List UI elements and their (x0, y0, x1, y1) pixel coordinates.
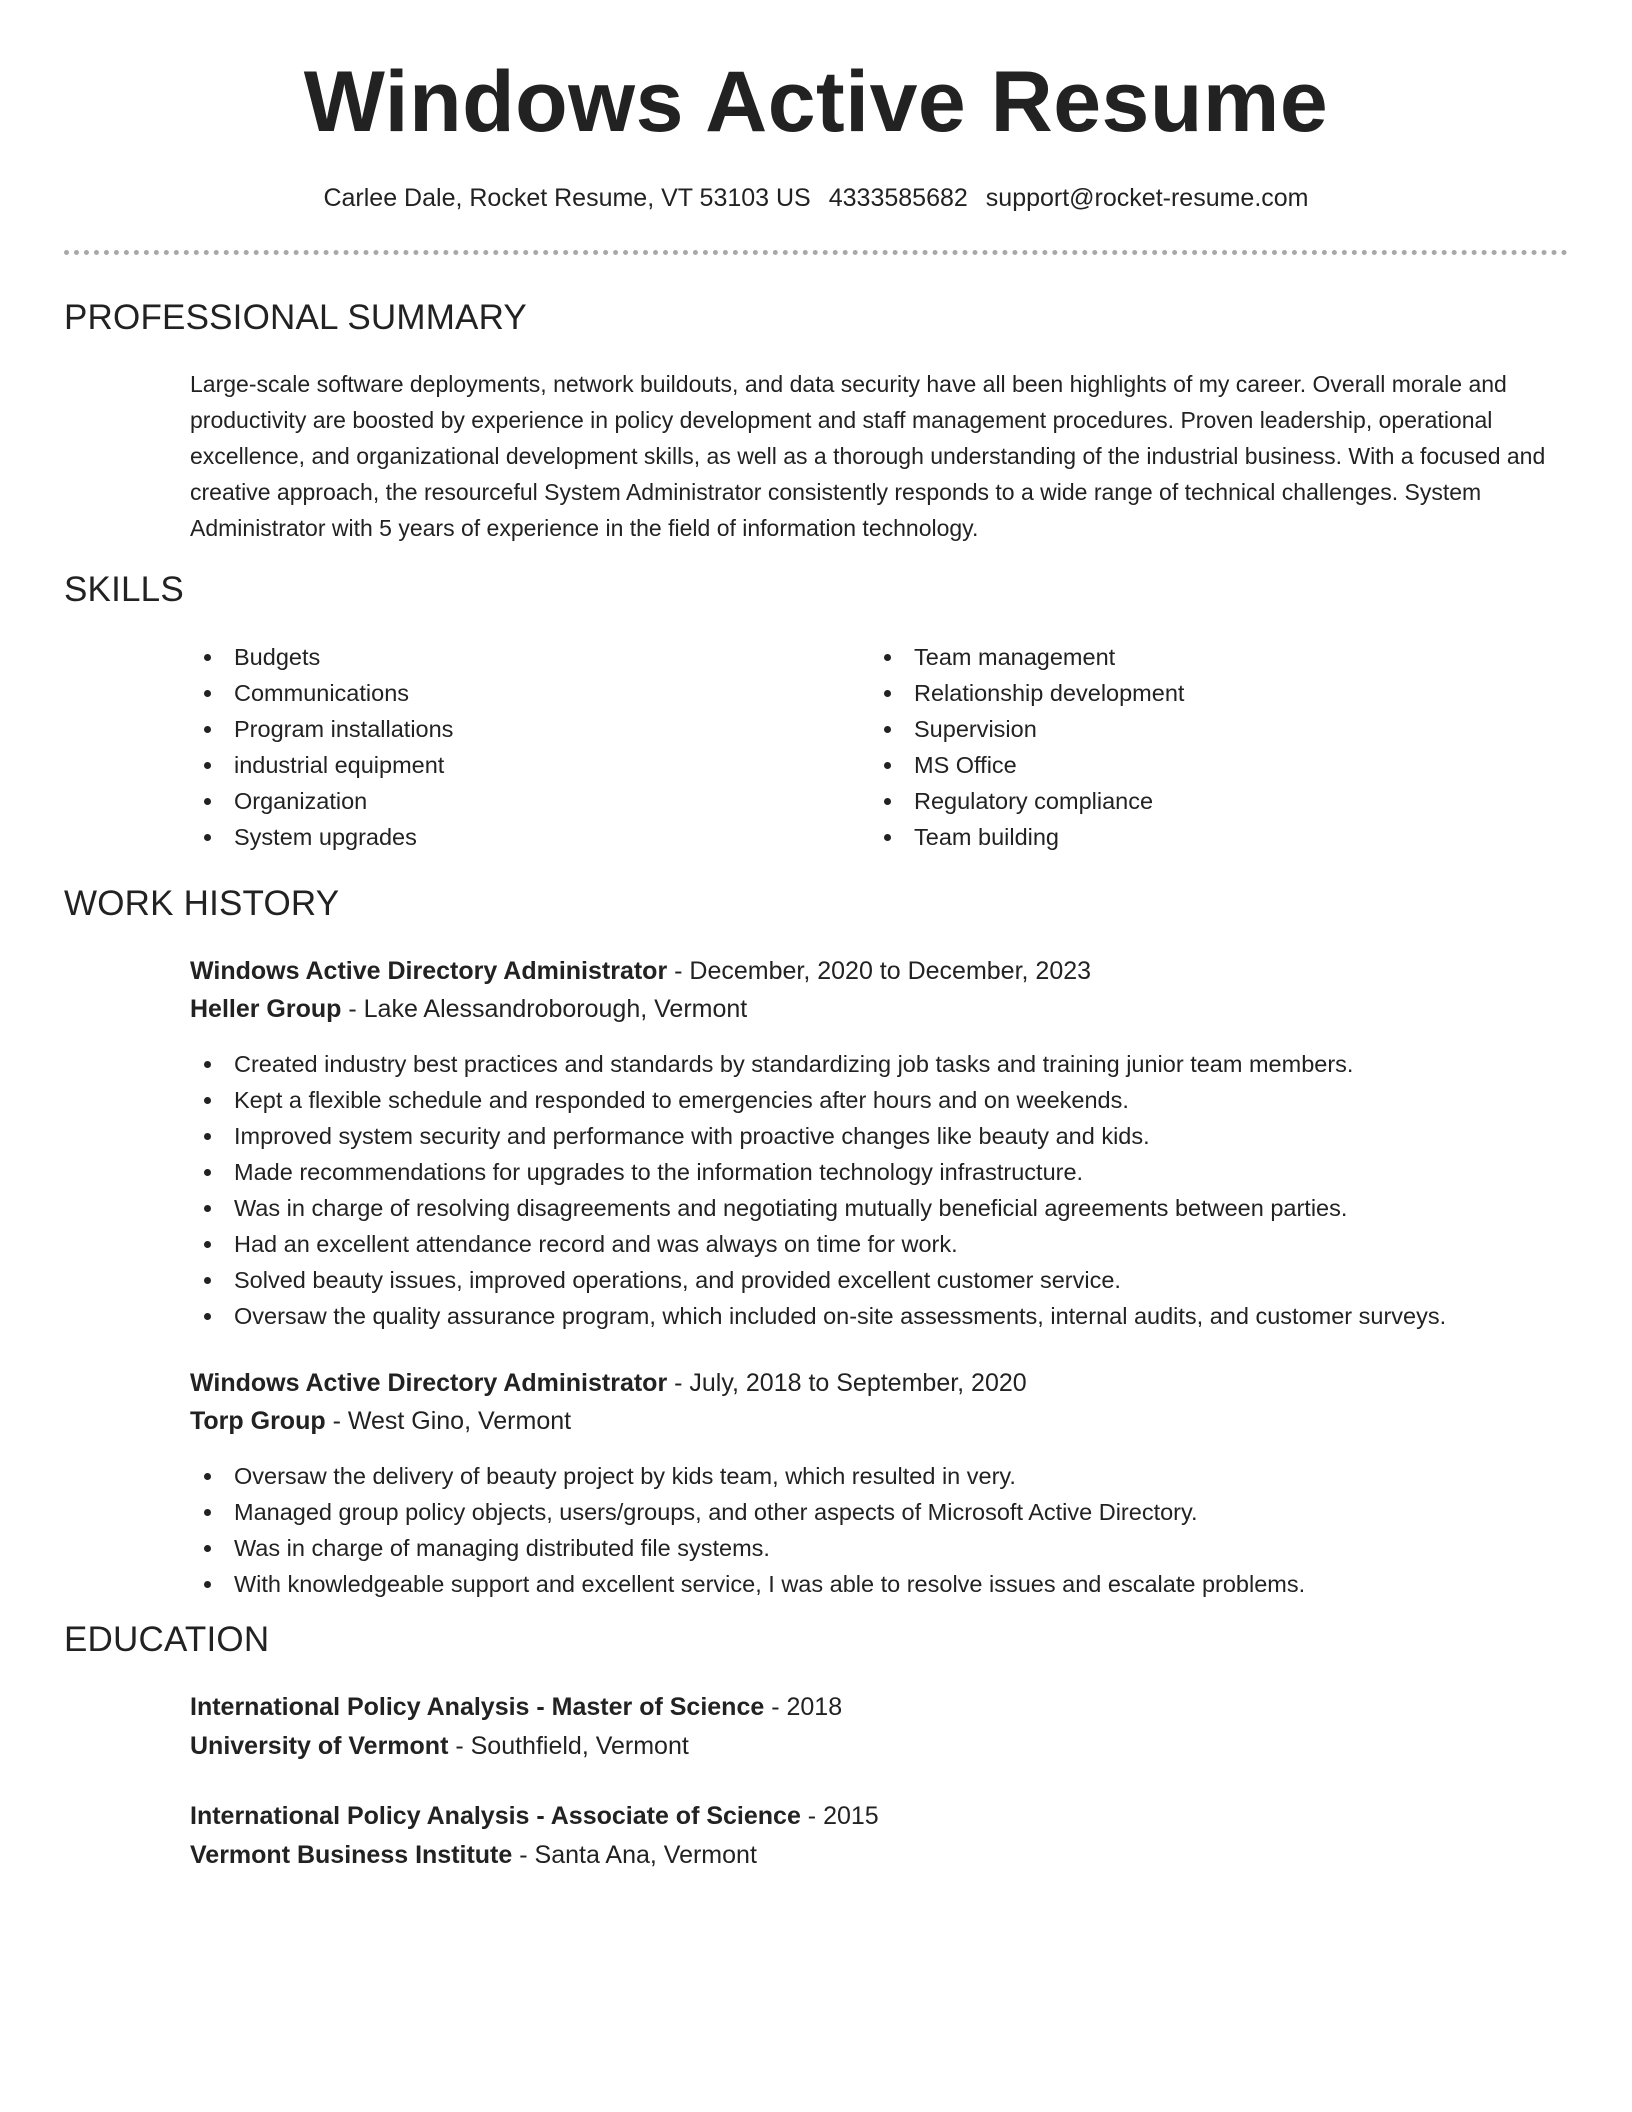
section-title-education: EDUCATION (64, 1620, 270, 1659)
skill-item: Communications (190, 675, 453, 711)
skill-item: Regulatory compliance (870, 783, 1184, 819)
header-divider (64, 250, 1568, 255)
skill-item: MS Office (870, 747, 1184, 783)
job-bullet: Was in charge of resolving disagreements and negotiating mutually beneficial agreements between parties. (190, 1190, 1446, 1226)
job-bullet: Had an excellent attendance record and was always on time for work. (190, 1226, 1446, 1262)
education-school-line (190, 1727, 689, 1765)
education-location: - Santa Ana, Vermont (512, 1841, 757, 1869)
education-year: - 2015 (800, 1802, 879, 1830)
job-bullet: Kept a flexible schedule and responded to emergencies after hours and on weekends. (190, 1082, 1446, 1118)
job-bullet: Managed group policy objects, users/groups, and other aspects of Microsoft Active Directory. (190, 1494, 1305, 1530)
skill-item: Team management (870, 639, 1184, 675)
education-school: Vermont Business Institute (190, 1841, 513, 1869)
job-bullet: Oversaw the quality assurance program, which included on-site assessments, internal audits, and customer surveys. (190, 1298, 1446, 1334)
contact-phone: 4333585682 (828, 184, 968, 212)
contact-address: Carlee Dale, Rocket Resume, VT 53103 US (323, 184, 811, 212)
skill-item: Organization (190, 783, 453, 819)
job-company: Torp Group (190, 1407, 326, 1435)
job-title-line (190, 1364, 1027, 1402)
education-school-line (190, 1836, 757, 1874)
skills-list-right (870, 639, 1184, 855)
job-bullets (190, 1046, 1446, 1334)
section-title-skills: SKILLS (64, 570, 184, 609)
education-location: - Southfield, Vermont (448, 1732, 689, 1760)
resume-title: Windows Active Resume (303, 54, 1329, 150)
job-bullet: Improved system security and performance with proactive changes like beauty and kids. (190, 1118, 1446, 1154)
skill-item: Program installations (190, 711, 453, 747)
job-location: - West Gino, Vermont (325, 1407, 572, 1435)
job-dates: - December, 2020 to December, 2023 (667, 957, 1092, 985)
job-bullet: With knowledgeable support and excellent service, I was able to resolve issues and escalate problems. (190, 1566, 1305, 1602)
section-title-work-history: WORK HISTORY (64, 884, 340, 923)
job-company-line (190, 1402, 571, 1440)
education-year: - 2018 (764, 1693, 843, 1721)
skill-item: Relationship development (870, 675, 1184, 711)
skill-item: System upgrades (190, 819, 453, 855)
job-bullet: Solved beauty issues, improved operations, and provided excellent customer service. (190, 1262, 1446, 1298)
job-title-line (190, 952, 1091, 990)
skill-item: Budgets (190, 639, 453, 675)
education-degree-line (190, 1797, 879, 1835)
job-bullets (190, 1458, 1305, 1602)
job-dates: - July, 2018 to September, 2020 (667, 1369, 1027, 1397)
job-company: Heller Group (190, 995, 342, 1023)
section-title-summary: PROFESSIONAL SUMMARY (64, 298, 527, 337)
education-degree-line (190, 1688, 842, 1726)
contact-email: support@rocket-resume.com (985, 184, 1309, 212)
education-degree: International Policy Analysis - Master of Science (190, 1693, 765, 1721)
job-company-line (190, 990, 747, 1028)
skills-list-left (190, 639, 453, 855)
skill-item: industrial equipment (190, 747, 453, 783)
job-location: - Lake Alessandroborough, Vermont (341, 995, 748, 1023)
job-bullet: Made recommendations for upgrades to the information technology infrastructure. (190, 1154, 1446, 1190)
job-role: Windows Active Directory Administrator (190, 1369, 668, 1397)
job-bullet: Was in charge of managing distributed file systems. (190, 1530, 1305, 1566)
skill-item: Team building (870, 819, 1184, 855)
job-role: Windows Active Directory Administrator (190, 957, 668, 985)
education-school: University of Vermont (190, 1732, 449, 1760)
skill-item: Supervision (870, 711, 1184, 747)
job-bullet: Created industry best practices and standards by standardizing job tasks and training junior team members. (190, 1046, 1446, 1082)
contact-line (64, 180, 1568, 216)
summary-text: Large-scale software deployments, network buildouts, and data security have all been highlights of my career. Overall morale and productivity are boosted by experience in policy development and staff management procedures. Proven leadership, operational excellence, and organizational development skills, as well as a thorough understanding of the industrial business. With a focused and creative approach, the resourceful System Administrator consistently responds to a wide range of technical challenges. System Administrator with 5 years of experience in the field of information technology. (190, 371, 1546, 541)
education-degree: International Policy Analysis - Associate of Science (190, 1802, 801, 1830)
job-bullet: Oversaw the delivery of beauty project by kids team, which resulted in very. (190, 1458, 1305, 1494)
